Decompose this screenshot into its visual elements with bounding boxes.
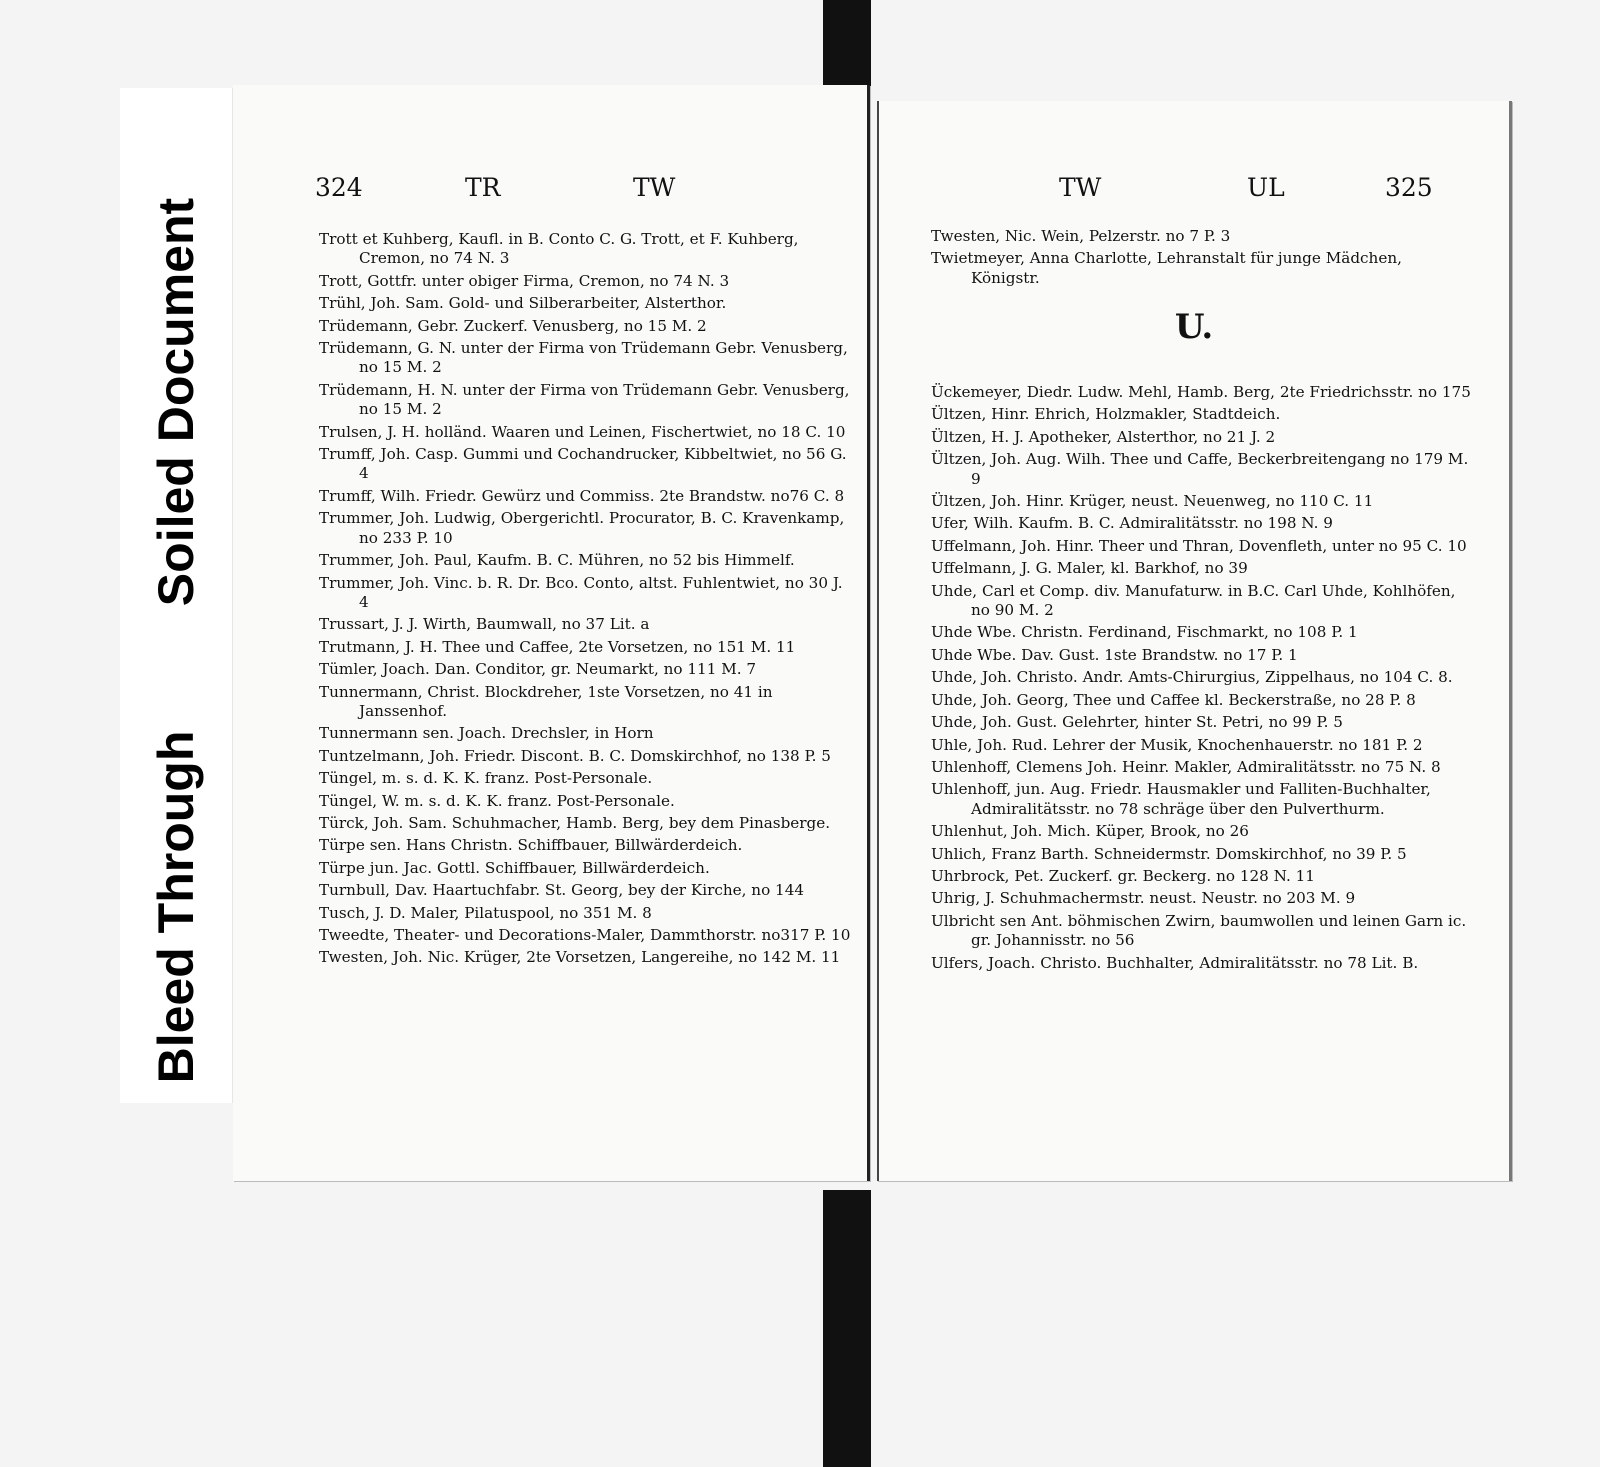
directory-entry: Trumff, Wilh. Friedr. Gewürz und Commiss. 2te Brandstw. no76 C. 8 — [319, 486, 845, 505]
open-book — [225, 85, 1520, 1190]
directory-entry: Uhlenhoff, Clemens Joh. Heinr. Makler, Admiralitätsstr. no 75 N. 8 — [931, 757, 1441, 776]
directory-entry: Trussart, J. J. Wirth, Baumwall, no 37 Lit. a — [319, 615, 650, 634]
directory-entry: Tüngel, W. m. s. d. K. K. franz. Post-Personale. — [319, 791, 675, 810]
directory-entry: Tunnermann sen. Joach. Drechsler, in Horn — [319, 724, 654, 743]
directory-entry: Türpe sen. Hans Christn. Schiffbauer, Billwärderdeich. — [319, 836, 743, 855]
directory-entry: Tüngel, m. s. d. K. K. franz. Post-Personale. — [319, 769, 653, 788]
directory-entry: Uhlich, Franz Barth. Schneidermstr. Domskirchhof, no 39 P. 5 — [931, 844, 1407, 863]
header-range-start: TW — [1059, 173, 1102, 202]
directory-entry: Uhde, Joh. Georg, Thee und Caffee kl. Beckerstraße, no 28 P. 8 — [931, 690, 1416, 709]
directory-entry: Trutmann, J. H. Thee und Caffee, 2te Vorsetzen, no 151 M. 11 — [319, 637, 796, 656]
directory-entry: Uhle, Joh. Rud. Lehrer der Musik, Knochenhauerstr. no 181 P. 2 — [931, 735, 1423, 754]
left-page — [233, 85, 870, 1181]
directory-entry: Uhlenhut, Joh. Mich. Küper, Brook, no 26 — [931, 822, 1249, 841]
directory-entry: Trüdemann, H. N. unter der Firma von Trüdemann Gebr. Venusberg, no 15 M. 2 — [319, 380, 850, 419]
directory-entry: Uffelmann, J. G. Maler, kl. Barkhof, no 39 — [931, 559, 1248, 578]
directory-entry: Uhde, Joh. Christo. Andr. Amts-Chirurgius, Zippelhaus, no 104 C. 8. — [931, 668, 1453, 687]
header-range-start: TR — [465, 173, 501, 202]
directory-entry: Uhde, Carl et Comp. div. Manufaturw. in B.C. Carl Uhde, Kohlhöfen, no 90 M. 2 — [931, 581, 1456, 620]
directory-entry: Turnbull, Dav. Haartuchfabr. St. Georg, bey der Kirche, no 144 — [319, 881, 805, 900]
directory-entry: Uhrbrock, Pet. Zuckerf. gr. Beckerg. no 128 N. 11 — [931, 866, 1315, 885]
right-page — [877, 101, 1512, 1181]
stamp-bleed-through: Bleed Through — [148, 730, 204, 1084]
left-page-header — [233, 173, 867, 213]
right-page-header — [879, 173, 1509, 213]
directory-entry: Uhlenhoff, jun. Aug. Friedr. Hausmakler und Falliten-Buchhalter, Admiralitätsstr. no 78 schräge über den Pulverthurm. — [931, 780, 1431, 818]
directory-entry: Uhde Wbe. Christn. Ferdinand, Fischmarkt, no 108 P. 1 — [931, 623, 1358, 642]
directory-entry: Ültzen, H. J. Apotheker, Alsterthor, no 21 J. 2 — [931, 427, 1276, 446]
directory-entry: Tweedte, Theater- und Decorations-Maler, Dammthorstr. no317 P. 10 — [319, 926, 851, 944]
directory-entry: Trüdemann, Gebr. Zuckerf. Venusberg, no 15 M. 2 — [319, 316, 707, 335]
directory-entry: Uhde, Joh. Gust. Gelehrter, hinter St. Petri, no 99 P. 5 — [931, 713, 1343, 732]
section-letter: U. — [1174, 307, 1214, 347]
directory-entry: Trüdemann, G. N. unter der Firma von Trüdemann Gebr. Venusberg, no 15 M. 2 — [319, 339, 848, 377]
directory-entry: Türpe jun. Jac. Gottl. Schiffbauer, Billwärderdeich. — [319, 858, 710, 877]
directory-entry: Trühl, Joh. Sam. Gold- und Silberarbeiter, Alsterthor. — [319, 294, 727, 313]
header-range-end: TW — [633, 173, 676, 202]
directory-entry: Türck, Joh. Sam. Schuhmacher, Hamb. Berg, bey dem Pinasberge. — [319, 813, 831, 832]
directory-entry: Trummer, Joh. Ludwig, Obergerichtl. Procurator, B. C. Kravenkamp, no 233 P. 10 — [319, 509, 845, 547]
condition-stamp-text — [120, 88, 232, 1103]
directory-entry: Twesten, Joh. Nic. Krüger, 2te Vorsetzen, Langereihe, no 142 M. 11 — [319, 948, 841, 967]
directory-entry: Ültzen, Joh. Aug. Wilh. Thee und Caffe, Beckerbreitengang no 179 M. 9 — [931, 450, 1469, 488]
directory-entry: Ückemeyer, Diedr. Ludw. Mehl, Hamb. Berg, 2te Friedrichsstr. no 175 — [931, 383, 1471, 401]
directory-entry: Ültzen, Joh. Hinr. Krüger, neust. Neuenweg, no 110 C. 11 — [931, 492, 1374, 511]
directory-entry: Trott et Kuhberg, Kaufl. in B. Conto C. G. Trott, et F. Kuhberg, Cremon, no 74 N. 3 — [319, 230, 799, 268]
directory-entry: Tuntzelmann, Joh. Friedr. Discont. B. C. Domskirchhof, no 138 P. 5 — [319, 746, 831, 765]
directory-entry: Trott, Gottfr. unter obiger Firma, Cremon, no 74 N. 3 — [319, 271, 730, 290]
directory-entry: Trulsen, J. H. holländ. Waaren und Leinen, Fischertwiet, no 18 C. 10 — [319, 422, 846, 441]
directory-entry: Trummer, Joh. Vinc. b. R. Dr. Bco. Conto, altst. Fuhlentwiet, no 30 J. 4 — [319, 573, 843, 611]
condition-stamp — [120, 88, 232, 1103]
page-number: 324 — [315, 173, 363, 202]
binding-tape-bottom — [823, 1190, 871, 1467]
directory-entry: Ufer, Wilh. Kaufm. B. C. Admiralitätsstr. no 198 N. 9 — [931, 514, 1333, 533]
directory-entry: Ültzen, Hinr. Ehrich, Holzmakler, Stadtdeich. — [931, 405, 1281, 424]
directory-entry: Trummer, Joh. Paul, Kaufm. B. C. Mühren, no 52 bis Himmelf. — [319, 551, 795, 570]
directory-entry: Ulbricht sen Ant. böhmischen Zwirn, baumwollen und leinen Garn ic. gr. Johannisstr. no 56 — [931, 911, 1467, 950]
directory-entry: Twietmeyer, Anna Charlotte, Lehranstalt für junge Mädchen, Königstr. — [931, 249, 1402, 287]
directory-entry: Uhrig, J. Schuhmachermstr. neust. Neustr. no 203 M. 9 — [931, 889, 1356, 908]
stamp-soiled-document: Soiled Document — [148, 197, 204, 607]
directory-entry: Trumff, Joh. Casp. Gummi und Cochandrucker, Kibbeltwiet, no 56 G. 4 — [319, 445, 847, 483]
directory-entries-u — [931, 383, 1471, 976]
directory-entry: Tümler, Joach. Dan. Conditor, gr. Neumarkt, no 111 M. 7 — [319, 660, 757, 679]
directory-entries-left — [319, 230, 854, 971]
directory-entry: Uffelmann, Joh. Hinr. Theer und Thran, Dovenfleth, unter no 95 C. 10 — [931, 536, 1467, 555]
directory-entry: Tusch, J. D. Maler, Pilatuspool, no 351 M. 8 — [319, 903, 652, 922]
page-number: 325 — [1385, 173, 1433, 202]
directory-entry: Ulfers, Joach. Christo. Buchhalter, Admiralitätsstr. no 78 Lit. B. — [931, 953, 1419, 972]
directory-entry: Tunnermann, Christ. Blockdreher, 1ste Vorsetzen, no 41 in Janssenhof. — [319, 682, 773, 720]
directory-entry: Twesten, Nic. Wein, Pelzerstr. no 7 P. 3 — [931, 227, 1231, 245]
header-range-end: UL — [1247, 173, 1285, 202]
directory-entry: Uhde Wbe. Dav. Gust. 1ste Brandstw. no 17 P. 1 — [931, 645, 1298, 664]
directory-entries-tw — [931, 227, 1471, 291]
